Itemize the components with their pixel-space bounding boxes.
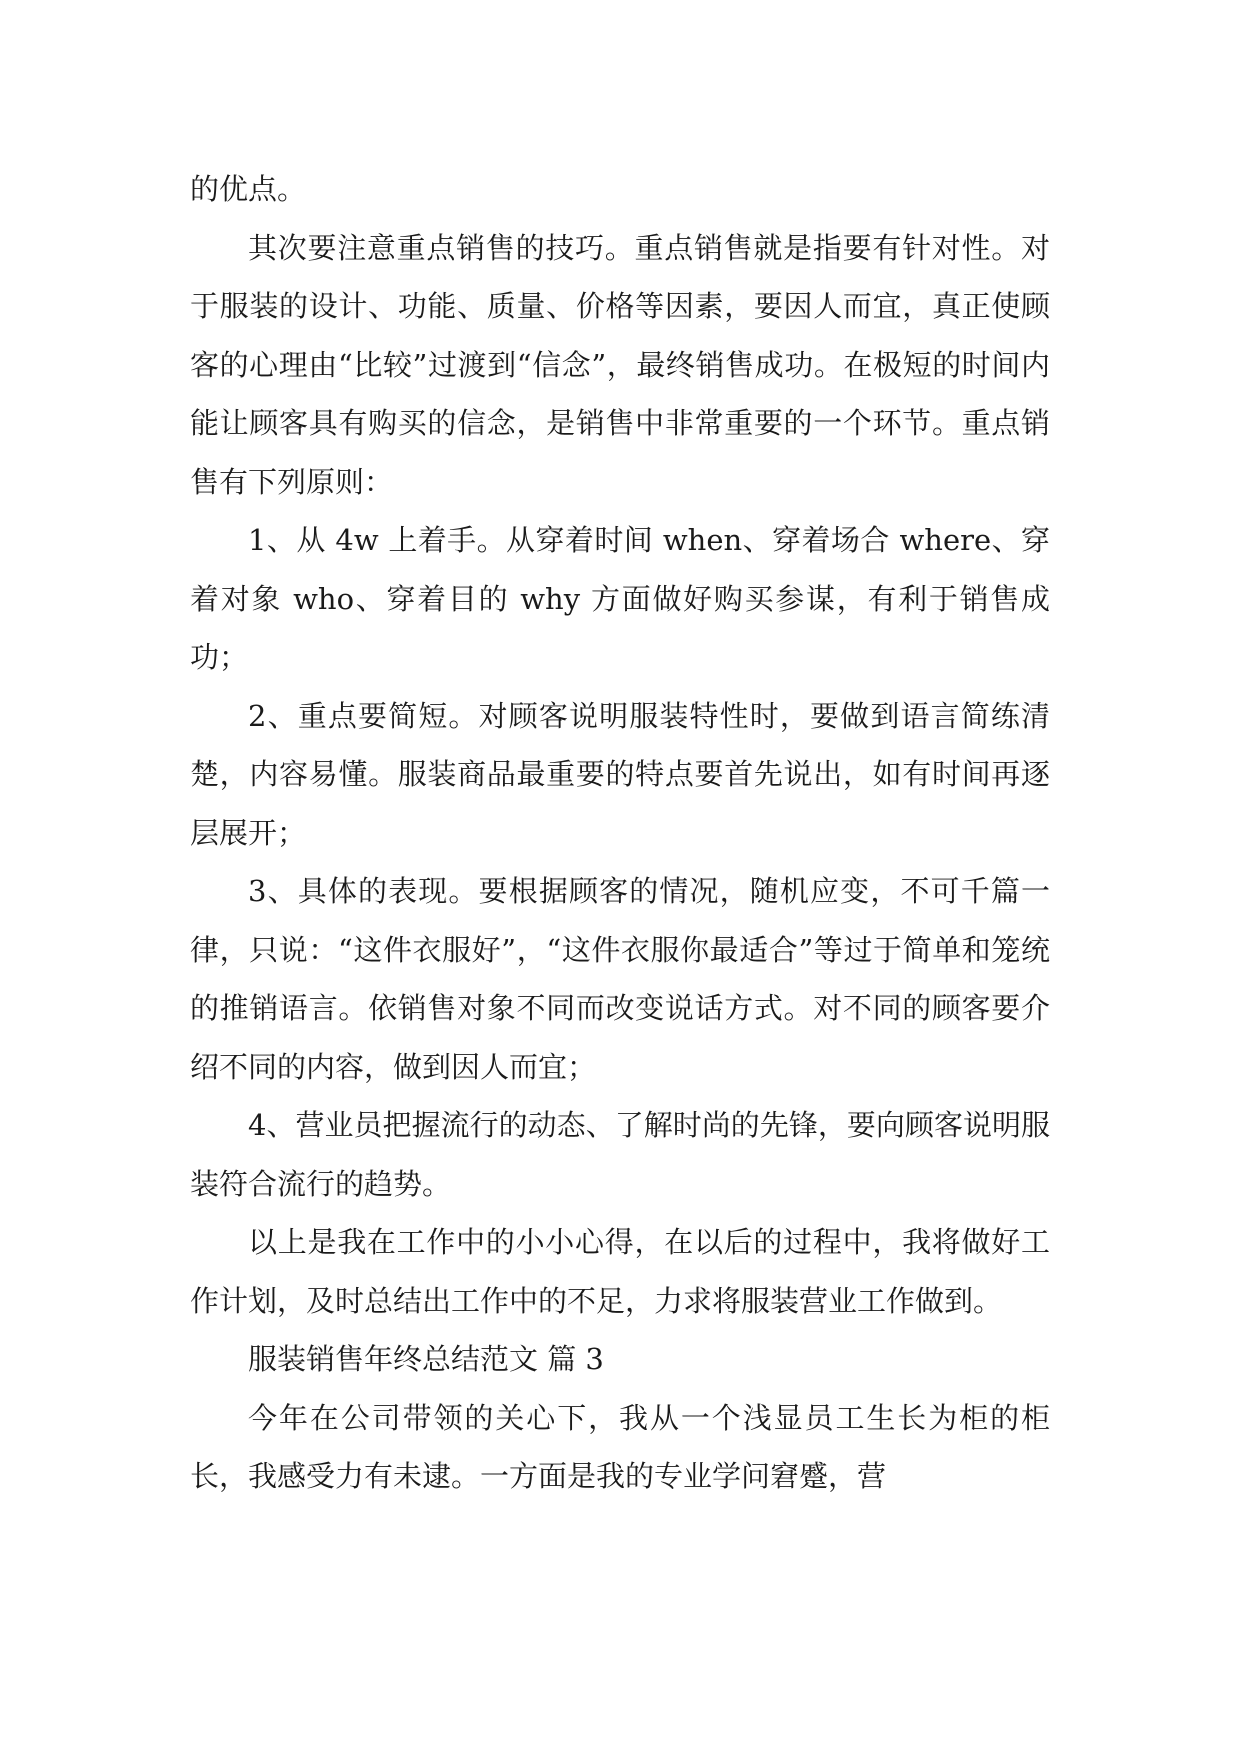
paragraph-8: 今年在公司带领的关心下，我从一个浅显员工生长为柜的柜长，我感受力有未逮。一方面是我的专业学问窘蹙，营 bbox=[190, 1400, 1050, 1493]
paragraph-5: 3、具体的表现。要根据顾客的情况，随机应变，不可千篇一律，只说：“这件衣服好”，“这件衣服你最适合”等过于简单和笼统的推销语言。依销售对象不同而改变说话方式。对不同的顾客要介绍不同的内容，做到因人而宜； bbox=[190, 874, 1050, 1084]
paragraph-6: 4、营业员把握流行的动态、了解时尚的先锋，要向顾客说明服装符合流行的趋势。 bbox=[190, 1108, 1050, 1201]
paragraph-2: 其次要注意重点销售的技巧。重点销售就是指要有针对性。对于服装的设计、功能、质量、价格等因素，要因人而宜，真正使顾客的心理由“比较”过渡到“信念”，最终销售成功。在极短的时间内能让顾客具有购买的信念，是销售中非常重要的一个环节。重点销售有下列原则： bbox=[190, 230, 1050, 499]
section-heading: 服装销售年终总结范文 篇 3 bbox=[248, 1342, 604, 1376]
paragraph-1: 的优点。 bbox=[190, 172, 307, 206]
document-body bbox=[190, 160, 1050, 1506]
paragraph-3: 1、从 4w 上着手。从穿着时间 when、穿着场合 where、穿着对象 who、穿着目的 why 方面做好购买参谋，有利于销售成功； bbox=[190, 523, 1050, 674]
paragraph-4: 2、重点要简短。对顾客说明服装特性时，要做到语言简练清楚，内容易懂。服装商品最重要的特点要首先说出，如有时间再逐层展开； bbox=[190, 698, 1050, 850]
paragraph-7: 以上是我在工作中的小小心得，在以后的过程中，我将做好工作计划，及时总结出工作中的不足，力求将服装营业工作做到。 bbox=[190, 1225, 1050, 1318]
